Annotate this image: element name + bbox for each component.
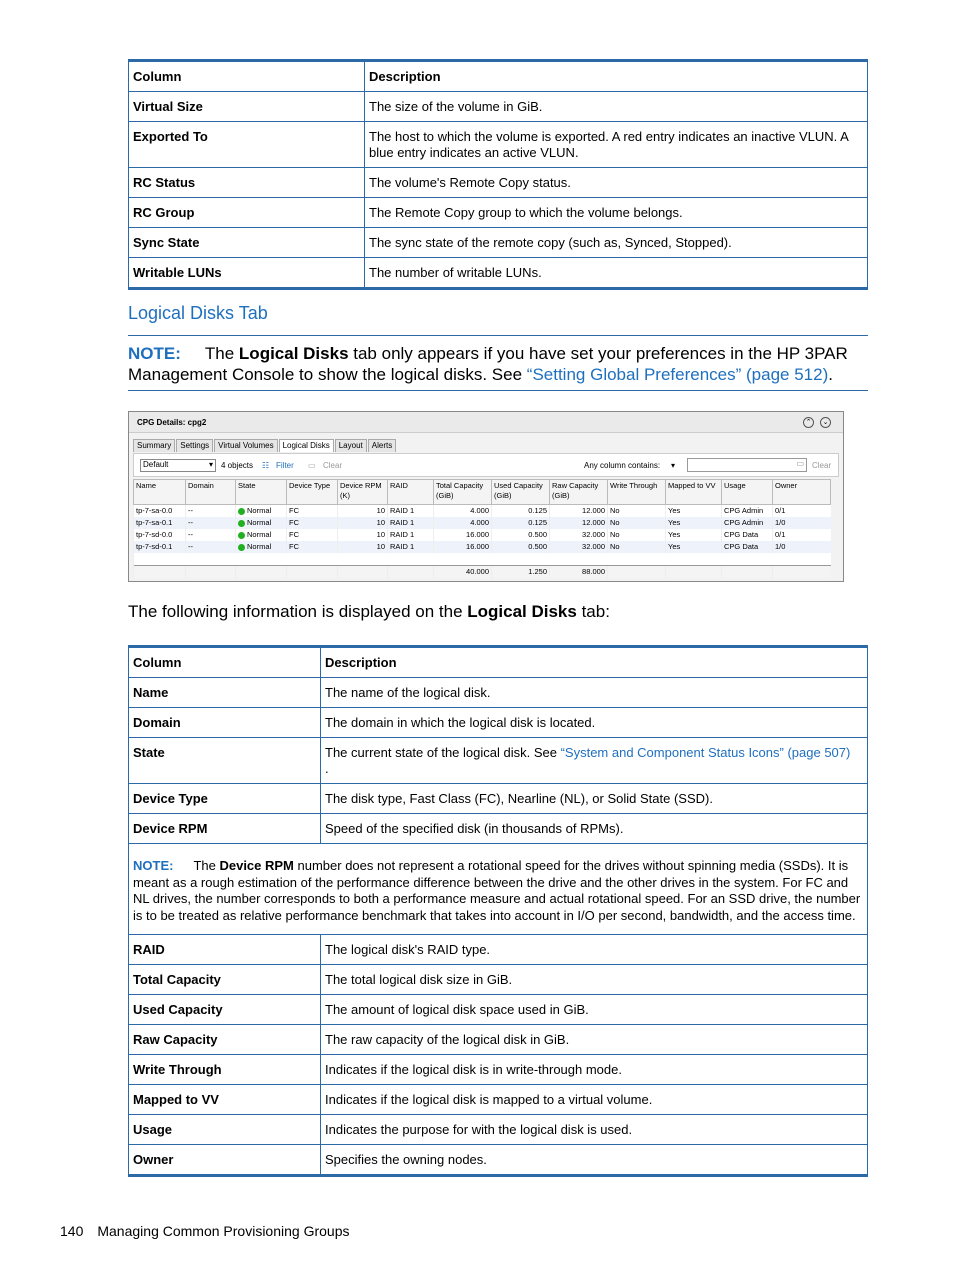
table-row (129, 1115, 868, 1145)
note-row (129, 844, 868, 935)
cell-state-text: Normal (247, 518, 272, 527)
cell-device-type: FC (287, 541, 338, 553)
cell-state-text: Normal (247, 506, 272, 515)
cell-state (236, 505, 287, 518)
cell-total-capacity: 16.000 (434, 541, 492, 553)
cell-used-capacity: 0.125 (492, 505, 550, 518)
window-title: CPG Details: cpg2 (137, 418, 207, 427)
cell-mapped-to-vv: Yes (666, 505, 722, 518)
note-logical-disks (128, 343, 868, 385)
col-header-name[interactable]: Name (134, 480, 186, 505)
table-row (129, 1145, 868, 1176)
setting-global-preferences-link[interactable]: “Setting Global Preferences” (page 512) (526, 365, 829, 384)
row-description: The raw capacity of the logical disk in GiB. (321, 1025, 868, 1055)
table-row[interactable] (134, 505, 831, 518)
totals-row (134, 566, 831, 579)
table1-header-column: Column (129, 61, 365, 92)
table-row (129, 228, 868, 258)
cell-state-text: Normal (247, 542, 272, 551)
cell-used-capacity: 0.500 (492, 529, 550, 541)
grid-header-row (134, 480, 831, 505)
row-column: Name (129, 678, 321, 708)
table-row (129, 198, 868, 228)
cell-total-capacity: 4.000 (434, 517, 492, 529)
row-column: Used Capacity (129, 995, 321, 1025)
col-header-raw-capacity[interactable]: Raw Capacity (GiB) (550, 480, 608, 505)
status-normal-icon (238, 508, 245, 515)
cell-owner: 1/0 (773, 541, 831, 553)
section-heading: Logical Disks Tab (128, 303, 268, 323)
used-capacity-sum: 1.250 (492, 566, 550, 579)
state-desc-end: . (325, 761, 329, 776)
col-header-mapped-to-vv[interactable]: Mapped to VV (666, 480, 722, 505)
table1-header-description: Description (365, 61, 868, 92)
para-text: The following information is displayed on the (128, 602, 468, 621)
col-header-device-rpm[interactable]: Device RPM (K) (338, 480, 388, 505)
col-header-used-capacity[interactable]: Used Capacity (GiB) (492, 480, 550, 505)
cell-raid: RAID 1 (388, 517, 434, 529)
eraser-icon[interactable]: ▭ (308, 461, 316, 470)
row-description (321, 738, 868, 784)
col-header-domain[interactable]: Domain (186, 480, 236, 505)
cell-owner: 0/1 (773, 505, 831, 518)
row-description: Indicates the purpose for with the logical disk is used. (321, 1115, 868, 1145)
table-row (129, 168, 868, 198)
cell-raid: RAID 1 (388, 529, 434, 541)
row-column: RAID (129, 935, 321, 965)
logical-disks-grid (133, 479, 837, 578)
table-row (129, 708, 868, 738)
cell-raid: RAID 1 (388, 541, 434, 553)
row-column: Raw Capacity (129, 1025, 321, 1055)
col-header-total-capacity[interactable]: Total Capacity (GiB) (434, 480, 492, 505)
page-number: 140 (60, 1223, 84, 1239)
raw-capacity-sum: 88.000 (550, 566, 608, 579)
row-column: Domain (129, 708, 321, 738)
divider (128, 335, 868, 336)
row-description: The host to which the volume is exported. A red entry indicates an inactive VLUN. A blue entry indicates an active VLUN. (365, 122, 868, 168)
row-description: The size of the volume in GiB. (365, 92, 868, 122)
para-text: tab: (576, 602, 610, 621)
cell-device-rpm: 10 (338, 505, 388, 518)
cell-raid: RAID 1 (388, 505, 434, 518)
table-row (129, 1085, 868, 1115)
filter-select[interactable] (140, 459, 216, 472)
chevron-down-icon[interactable]: ▾ (671, 461, 676, 470)
row-description: The name of the logical disk. (321, 678, 868, 708)
row-column: Virtual Size (129, 92, 365, 122)
cell-name: tp-7-sa-0.1 (134, 517, 186, 529)
cell-name: tp-7-sd-0.0 (134, 529, 186, 541)
clear-filter-button[interactable]: Clear (323, 461, 343, 470)
page-footer (60, 1223, 349, 1239)
row-description: The domain in which the logical disk is located. (321, 708, 868, 738)
cell-owner: 1/0 (773, 517, 831, 529)
cell-usage: CPG Data (722, 529, 773, 541)
cell-total-capacity: 4.000 (434, 505, 492, 518)
window-titlebar (129, 412, 843, 433)
col-header-write-through[interactable]: Write Through (608, 480, 666, 505)
row-description: The sync state of the remote copy (such as, Synced, Stopped). (365, 228, 868, 258)
para-bold: Logical Disks (467, 602, 577, 621)
filter-button[interactable]: Filter (276, 461, 294, 470)
expand-icon[interactable]: ⌄ (820, 417, 831, 428)
note-text: . (828, 365, 833, 384)
row-description: Specifies the owning nodes. (321, 1145, 868, 1176)
cell-used-capacity: 0.500 (492, 541, 550, 553)
collapse-icon[interactable]: ⌃ (803, 417, 814, 428)
cell-state-text: Normal (247, 530, 272, 539)
row-column: Sync State (129, 228, 365, 258)
row-description: The volume's Remote Copy status. (365, 168, 868, 198)
search-input[interactable] (687, 458, 807, 472)
cell-domain: -- (186, 505, 236, 518)
row-column: Usage (129, 1115, 321, 1145)
table-row (129, 258, 868, 289)
cell-state (236, 517, 287, 529)
tab-logical-disks[interactable]: Logical Disks (279, 439, 334, 452)
row-description: The disk type, Fast Class (FC), Nearline (NL), or Solid State (SSD). (321, 784, 868, 814)
row-description: The amount of logical disk space used in GiB. (321, 995, 868, 1025)
table-row (129, 1025, 868, 1055)
row-column: State (129, 738, 321, 784)
cell-mapped-to-vv: Yes (666, 541, 722, 553)
row-description: The logical disk's RAID type. (321, 935, 868, 965)
table-row (129, 1055, 868, 1085)
table-row (129, 678, 868, 708)
table-row[interactable] (134, 541, 831, 553)
row-description: The Remote Copy group to which the volume belongs. (365, 198, 868, 228)
spacer-row (134, 553, 831, 566)
cell-device-type: FC (287, 517, 338, 529)
object-count: 4 objects (221, 461, 254, 470)
table-row (129, 965, 868, 995)
row-column: Writable LUNs (129, 258, 365, 289)
cell-state (236, 541, 287, 553)
table-row (129, 995, 868, 1025)
cell-raw-capacity: 32.000 (550, 541, 608, 553)
note-text: The (204, 344, 239, 363)
table-row (129, 814, 868, 844)
tab-virtual-volumes[interactable]: Virtual Volumes (214, 439, 277, 452)
cpg-details-screenshot (128, 411, 844, 582)
tab-settings[interactable]: Settings (176, 439, 213, 452)
cell-mapped-to-vv: Yes (666, 529, 722, 541)
device-rpm-note (129, 844, 868, 935)
cell-write-through: No (608, 517, 666, 529)
table-row (129, 784, 868, 814)
chevron-down-icon: ▾ (208, 460, 213, 469)
table-row (129, 92, 868, 122)
cell-device-rpm: 10 (338, 541, 388, 553)
row-column: Mapped to VV (129, 1085, 321, 1115)
cell-usage: CPG Data (722, 541, 773, 553)
eraser-icon: ▭ (796, 459, 804, 468)
note-text: number does not represent a rotational speed for the drives without spinning media (SSDs). It is meant as a rough estimation of the performance difference between the drive and the other drives in the system. For FC and NL drives, the number corresponds to both a performance measure and actual rotational speed. For an SSD drive, the number is to be treated as relative performance benchmark that takes into account in I/O per second, bandwidth, and the access time. (133, 858, 861, 923)
cell-raw-capacity: 12.000 (550, 517, 608, 529)
note-text: tab only appears if you have set your preferences in the HP 3PAR Management Console to show the logical disks. See (128, 344, 848, 384)
filter-icon[interactable]: ☷ (262, 461, 270, 470)
intro-paragraph (128, 602, 610, 622)
table-row (129, 935, 868, 965)
tab-layout[interactable]: Layout (335, 439, 367, 452)
status-normal-icon (238, 532, 245, 539)
cell-mapped-to-vv: Yes (666, 517, 722, 529)
cell-name: tp-7-sd-0.1 (134, 541, 186, 553)
cell-raw-capacity: 12.000 (550, 505, 608, 518)
row-description: Indicates if the logical disk is in write-through mode. (321, 1055, 868, 1085)
any-column-label: Any column contains: (584, 461, 661, 470)
status-normal-icon (238, 544, 245, 551)
logical-disk-columns-table (128, 645, 868, 1177)
cell-raw-capacity: 32.000 (550, 529, 608, 541)
table2-header-column: Column (129, 647, 321, 678)
cell-usage: CPG Admin (722, 505, 773, 518)
cell-device-type: FC (287, 505, 338, 518)
total-capacity-sum: 40.000 (434, 566, 492, 579)
col-header-device-type[interactable]: Device Type (287, 480, 338, 505)
footer-title: Managing Common Provisioning Groups (97, 1223, 350, 1239)
table2-header-description: Description (321, 647, 868, 678)
state-desc-text: The current state of the logical disk. See (325, 745, 561, 760)
cell-device-rpm: 10 (338, 517, 388, 529)
row-description: Speed of the specified disk (in thousands of RPMs). (321, 814, 868, 844)
col-header-state[interactable]: State (236, 480, 287, 505)
col-header-owner[interactable]: Owner (773, 480, 831, 505)
note-label: NOTE: (133, 858, 174, 873)
table-row[interactable] (134, 529, 831, 541)
cell-device-rpm: 10 (338, 529, 388, 541)
row-column: RC Status (129, 168, 365, 198)
row-column: Exported To (129, 122, 365, 168)
row-description: The number of writable LUNs. (365, 258, 868, 289)
row-column: Total Capacity (129, 965, 321, 995)
volume-columns-table (128, 59, 868, 290)
status-normal-icon (238, 520, 245, 527)
table-row (129, 122, 868, 168)
cell-state (236, 529, 287, 541)
cell-total-capacity: 16.000 (434, 529, 492, 541)
cell-write-through: No (608, 529, 666, 541)
cell-owner: 0/1 (773, 529, 831, 541)
row-description: The total logical disk size in GiB. (321, 965, 868, 995)
clear-search-button[interactable]: Clear (812, 461, 832, 470)
note-bold: Logical Disks (238, 344, 349, 363)
row-column: Device RPM (129, 814, 321, 844)
note-text: The (193, 858, 220, 873)
col-header-raid[interactable]: RAID (388, 480, 434, 505)
note-bold: Device RPM (219, 858, 294, 873)
tab-summary[interactable]: Summary (133, 439, 175, 452)
cell-domain: -- (186, 529, 236, 541)
row-column: Device Type (129, 784, 321, 814)
cell-domain: -- (186, 541, 236, 553)
row-column: Write Through (129, 1055, 321, 1085)
cell-write-through: No (608, 505, 666, 518)
cell-write-through: No (608, 541, 666, 553)
status-icons-link[interactable]: “System and Component Status Icons” (page 507) (560, 745, 851, 760)
tab-alerts[interactable]: Alerts (368, 439, 396, 452)
row-column: Owner (129, 1145, 321, 1176)
cell-name: tp-7-sa-0.0 (134, 505, 186, 518)
cell-used-capacity: 0.125 (492, 517, 550, 529)
table-row[interactable] (134, 517, 831, 529)
row-column: RC Group (129, 198, 365, 228)
filter-select-value: Default (143, 460, 169, 469)
cell-device-type: FC (287, 529, 338, 541)
toolbar (133, 453, 839, 477)
cell-usage: CPG Admin (722, 517, 773, 529)
tab-bar (133, 439, 397, 452)
col-header-usage[interactable]: Usage (722, 480, 773, 505)
note-label: NOTE: (128, 344, 181, 363)
divider (128, 390, 868, 391)
row-description: Indicates if the logical disk is mapped to a virtual volume. (321, 1085, 868, 1115)
cell-domain: -- (186, 517, 236, 529)
table-row (129, 738, 868, 784)
